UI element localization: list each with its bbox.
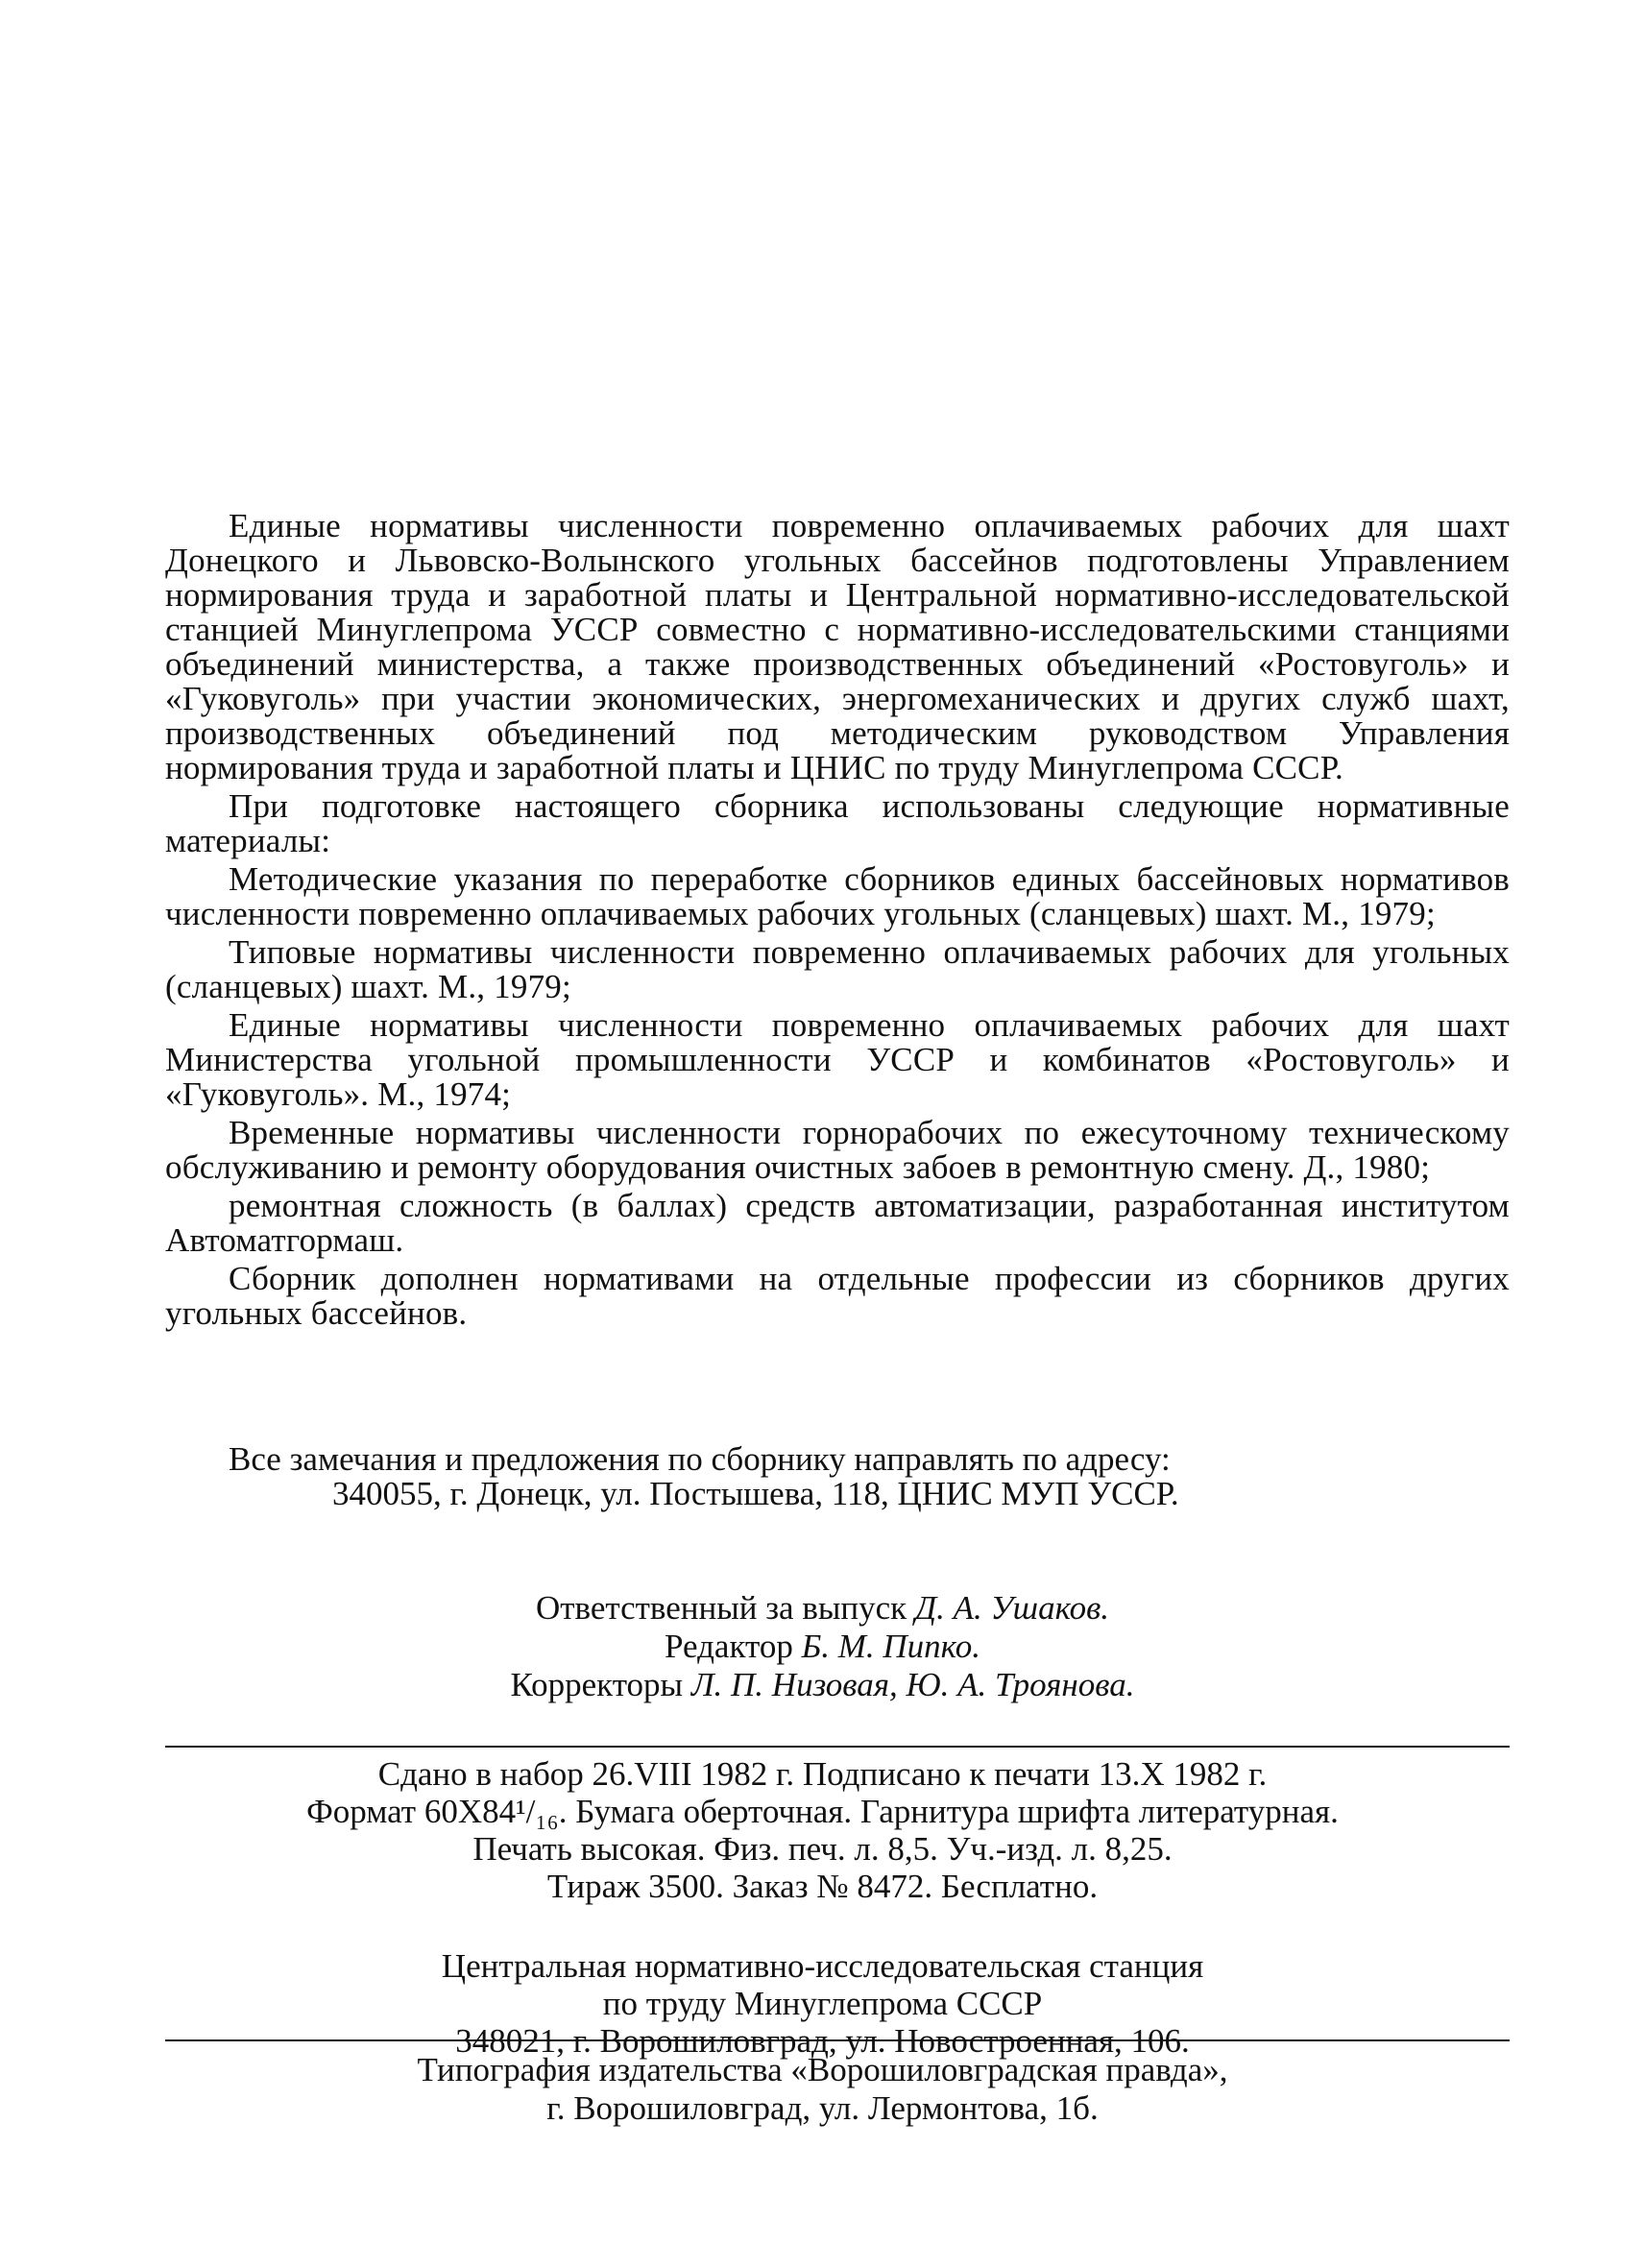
imprint-section — [0, 1755, 1645, 2060]
correctors-names: Л. П. Низовая, Ю. А. Троянова. — [690, 1666, 1135, 1703]
intro-section — [165, 509, 1510, 1331]
intro-paragraph: Единые нормативы численности повременно оплачиваемых рабочих для шахт Министерства угольной промышленности УССР и комбинатов «Ростовуголь» и «Гуковуголь». М., 1974; — [165, 1006, 1510, 1113]
responsible-line — [0, 1589, 1645, 1628]
imprint-line: Сдано в набор 26.VIII 1982 г. Подписано к печати 13.X 1982 г. — [377, 1755, 1268, 1793]
correctors-label: Корректоры — [510, 1666, 684, 1703]
contact-section — [229, 1442, 1477, 1511]
intro-paragraph: Единые нормативы численности повременно оплачиваемых рабочих для шахт Донецкого и Львовско-Волынского угольных бассейнов подготовлены Управлением нормирования труда и заработной платы и Центральной нормативно-исследовательской станцией Минуглепрома УССР совместно с нормативно-исследовательскими станциями объединений министерства, а также производственных объединений «Ростовуголь» и «Гуковуголь» при участии экономических, энергомеханических и других служб шахт, производственных объединений под методическим руководством Управления нормирования труда и заработной платы и ЦНИС по труду Минуглепрома СССР. — [165, 507, 1510, 786]
printer-section — [0, 2051, 1645, 2128]
intro-paragraph: ремонтная сложность (в баллах) средств автоматизации, разработанная институтом Автоматгормаш. — [165, 1187, 1510, 1259]
imprint-line: Формат 60X84¹/₁₆. Бумага оберточная. Гарнитура шрифта литературная. — [306, 1793, 1339, 1830]
top-divider — [165, 1746, 1510, 1748]
organization-line: по труду Минуглепрома СССР — [602, 1985, 1043, 2022]
contact-note: Все замечания и предложения по сборнику направлять по адресу: — [229, 1440, 1171, 1478]
intro-paragraph: При подготовке настоящего сборника использованы следующие нормативные материалы: — [165, 787, 1510, 859]
responsible-label: Ответственный за выпуск — [535, 1589, 907, 1627]
responsible-name: Д. А. Ушаков. — [914, 1589, 1110, 1627]
intro-paragraph: Методические указания по переработке сборников единых бассейновых нормативов численности повременно оплачиваемых рабочих угольных (сланцевых) шахт. М., 1979; — [165, 860, 1510, 932]
intro-paragraph: Сборник дополнен нормативами на отдельные профессии из сборников других угольных бассейнов. — [165, 1260, 1510, 1332]
organization-line: Центральная нормативно-исследовательская станция — [441, 1947, 1204, 1985]
editor-line — [0, 1628, 1645, 1666]
imprint-line: Тираж 3500. Заказ № 8472. Бесплатно. — [546, 1868, 1099, 1905]
organization-address: 348021, г. Ворошиловград, ул. Новостроенная, 106. — [455, 2022, 1190, 2060]
intro-paragraph: Типовые нормативы численности повременно оплачиваемых рабочих для угольных (сланцевых) шахт. М., 1979; — [165, 933, 1510, 1005]
contact-address: 340055, г. Донецк, ул. Постышева, 118, ЦНИС МУП УССР. — [332, 1475, 1179, 1512]
editor-name: Б. М. Пипко. — [801, 1628, 980, 1665]
staff-credits — [0, 1589, 1645, 1704]
intro-paragraph: Временные нормативы численности горнорабочих по ежесуточному техническому обслуживанию и ремонту оборудования очистных забоев в ремонтную смену. Д., 1980; — [165, 1114, 1510, 1186]
imprint-line: Печать высокая. Физ. печ. л. 8,5. Уч.-изд. л. 8,25. — [472, 1830, 1173, 1868]
printer-address: г. Ворошиловград, ул. Лермонтова, 1б. — [546, 2089, 1099, 2127]
correctors-line — [0, 1666, 1645, 1704]
bottom-divider — [165, 2039, 1510, 2041]
editor-label: Редактор — [665, 1628, 793, 1665]
printer-line: Типография издательства «Ворошиловградская правда», — [417, 2051, 1228, 2088]
